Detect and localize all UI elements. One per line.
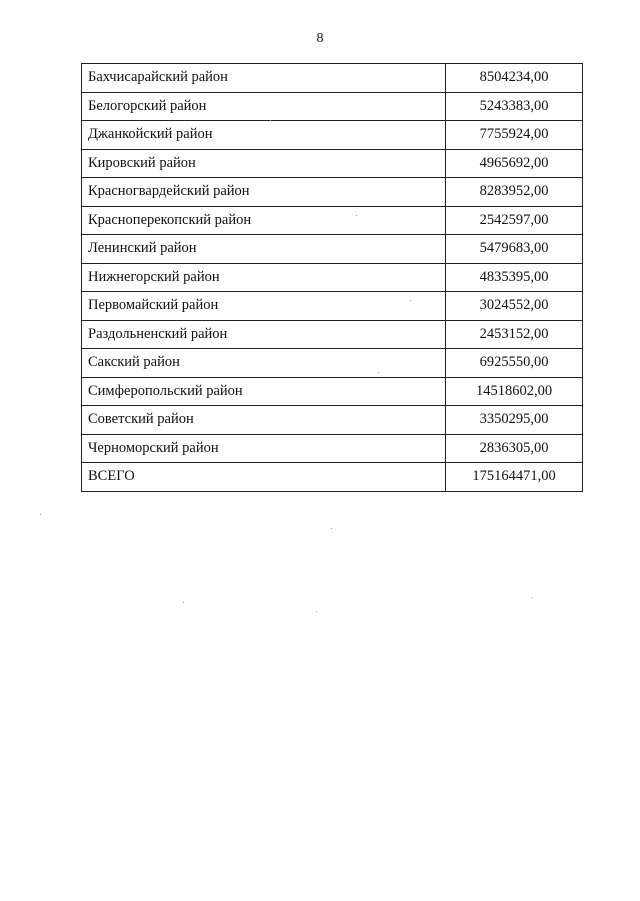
district-amount: 3350295,00 <box>446 406 583 435</box>
district-name: Ленинский район <box>82 235 446 264</box>
district-name: Симферопольский район <box>82 377 446 406</box>
total-label: ВСЕГО <box>82 463 446 492</box>
district-name: Кировский район <box>82 149 446 178</box>
district-amount: 8283952,00 <box>446 178 583 207</box>
scan-speck <box>270 120 271 121</box>
district-amount: 7755924,00 <box>446 121 583 150</box>
total-row <box>82 463 583 492</box>
district-amount: 2836305,00 <box>446 434 583 463</box>
district-name: Сакский район <box>82 349 446 378</box>
district-amounts-table <box>81 63 583 492</box>
table-row <box>82 434 583 463</box>
district-amount: 2542597,00 <box>446 206 583 235</box>
district-name: Бахчисарайский район <box>82 64 446 93</box>
district-amount: 2453152,00 <box>446 320 583 349</box>
table-row <box>82 377 583 406</box>
scan-speck <box>183 602 184 603</box>
district-name: Черноморский район <box>82 434 446 463</box>
district-amount: 14518602,00 <box>446 377 583 406</box>
table-row <box>82 263 583 292</box>
district-name: Первомайский район <box>82 292 446 321</box>
table-row <box>82 64 583 93</box>
district-name: Советский район <box>82 406 446 435</box>
district-name: Красноперекопский район <box>82 206 446 235</box>
table-row <box>82 292 583 321</box>
district-name: Джанкойский район <box>82 121 446 150</box>
table-row <box>82 149 583 178</box>
district-amount: 5479683,00 <box>446 235 583 264</box>
scan-speck <box>331 528 332 529</box>
district-amount: 6925550,00 <box>446 349 583 378</box>
table-row <box>82 92 583 121</box>
district-amount: 4835395,00 <box>446 263 583 292</box>
table-row <box>82 320 583 349</box>
total-amount: 175164471,00 <box>446 463 583 492</box>
district-amount: 8504234,00 <box>446 64 583 93</box>
scan-speck <box>40 514 41 515</box>
scan-speck <box>378 372 379 373</box>
scan-speck <box>410 300 411 301</box>
table-row <box>82 206 583 235</box>
table-row <box>82 121 583 150</box>
district-name: Раздольненский район <box>82 320 446 349</box>
district-amount: 4965692,00 <box>446 149 583 178</box>
scan-speck <box>356 215 357 216</box>
district-name: Нижнегорский район <box>82 263 446 292</box>
district-amount: 5243383,00 <box>446 92 583 121</box>
district-amount: 3024552,00 <box>446 292 583 321</box>
table-row <box>82 235 583 264</box>
scan-speck <box>316 611 317 612</box>
table-row <box>82 178 583 207</box>
scan-speck <box>531 597 532 598</box>
district-name: Белогорский район <box>82 92 446 121</box>
table-row <box>82 406 583 435</box>
page-number: 8 <box>316 31 324 46</box>
table-row <box>82 349 583 378</box>
district-name: Красногвардейский район <box>82 178 446 207</box>
